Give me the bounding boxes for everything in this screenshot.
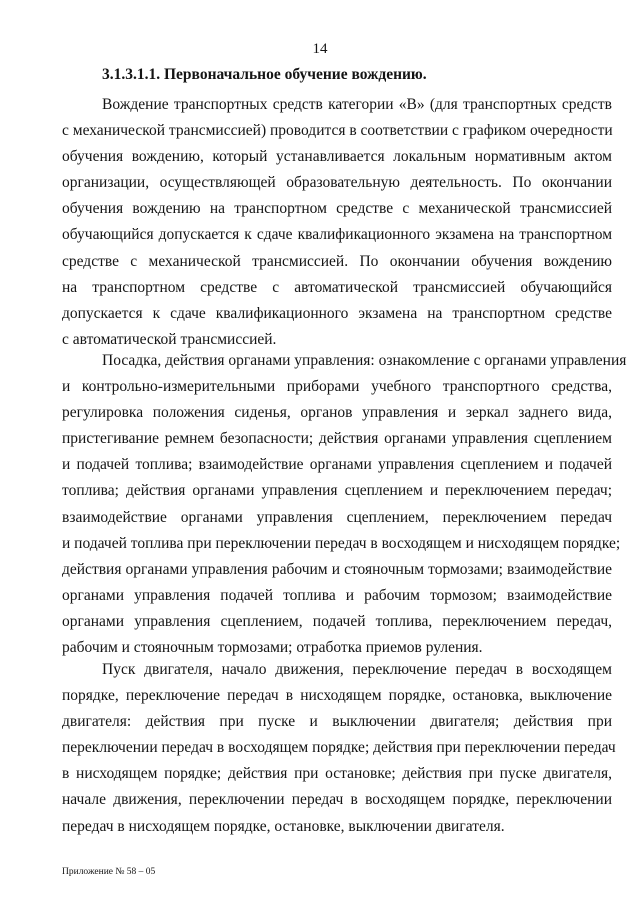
paragraph-line: начале движения, переключении передач в восходящем порядке, переключении — [62, 791, 612, 809]
page-number: 14 — [312, 41, 328, 57]
document-footer: Приложение № 58 – 05 — [62, 867, 156, 877]
paragraph-3 — [62, 657, 616, 840]
paragraph-line: Пуск двигателя, начало движения, переключение передач в восходящем — [102, 661, 612, 678]
paragraph-line: взаимодействие органами управления сцеплением, переключением передач — [62, 508, 612, 526]
paragraph-line: обучающийся допускается к сдаче квалификационного экзамена на транспортном — [62, 226, 612, 244]
paragraph-line: обучения вождению на транспортном средстве с механической трансмиссией — [62, 200, 612, 218]
paragraph-2 — [62, 348, 627, 661]
paragraph-line: действия органами управления рабочим и стояночным тормозами; взаимодействие — [62, 560, 612, 578]
paragraph-line: органами управления подачей топлива и рабочим тормозом; взаимодействие — [62, 586, 612, 604]
paragraph-line: с автоматической трансмиссией. — [62, 330, 277, 348]
paragraph-line: топлива; действия органами управления сцеплением и переключением передач; — [62, 482, 612, 500]
paragraph-line: и контрольно-измерительными приборами учебного транспортного средства, — [62, 378, 612, 396]
paragraph-line: регулировка положения сиденья, органов управления и зеркал заднего вида, — [62, 404, 612, 422]
paragraph-line: и подачей топлива; взаимодействие органами управления сцеплением и подачей — [62, 456, 612, 474]
paragraph-line: Вождение транспортных средств категории «B» (для транспортных средств — [102, 96, 612, 113]
paragraph-line: и подачей топлива при переключении передач в восходящем и нисходящем порядке; — [62, 534, 621, 552]
paragraph-line: порядке, переключение передач в нисходящем порядке, остановка, выключение — [62, 687, 612, 705]
paragraph-line: допускается к сдаче квалификационного экзамена на транспортном средстве — [62, 304, 612, 322]
paragraph-line: органами управления сцеплением, подачей топлива, переключением передач, — [62, 612, 612, 630]
paragraph-line: передач в нисходящем порядке, остановке, выключении двигателя. — [62, 817, 505, 835]
paragraph-line: переключении передач в восходящем порядке; действия при переключении передач — [62, 739, 616, 757]
paragraph-line: средстве с механической трансмиссией. По окончании обучения вождению — [62, 252, 612, 270]
paragraph-1 — [62, 92, 612, 353]
paragraph-line: в нисходящем порядке; действия при остановке; действия при пуске двигателя, — [62, 765, 612, 783]
paragraph-line: пристегивание ремнем безопасности; действия органами управления сцеплением — [62, 430, 612, 448]
paragraph-line: с механической трансмиссией) проводится в соответствии с графиком очередности — [62, 122, 613, 140]
paragraph-line: организации, осуществляющей образовательную деятельность. По окончании — [62, 174, 612, 192]
paragraph-line: Посадка, действия органами управления: ознакомление с органами управления — [102, 352, 627, 369]
paragraph-line: на транспортном средстве с автоматической трансмиссией обучающийся — [62, 278, 612, 296]
paragraph-line: обучения вождению, который устанавливается локальным нормативным актом — [62, 148, 612, 166]
paragraph-line: двигателя: действия при пуске и выключении двигателя; действия при — [62, 713, 612, 731]
paragraph-line: рабочим и стояночным тормозами; отработка приемов руления. — [62, 639, 483, 657]
section-heading: 3.1.3.1.1. Первоначальное обучение вождению. — [102, 66, 427, 83]
